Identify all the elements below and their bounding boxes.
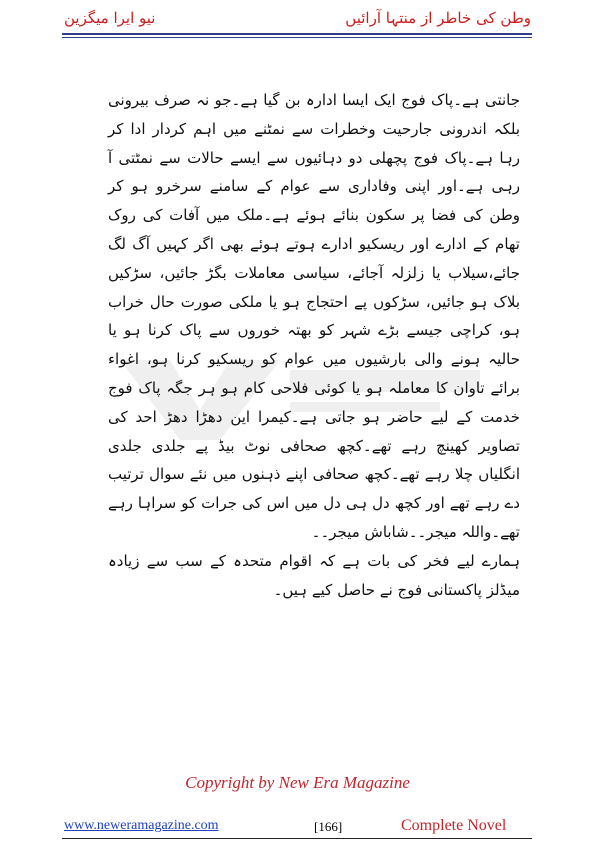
page-number: [166] <box>314 819 343 834</box>
header-divider <box>62 33 532 35</box>
magazine-title: نیو ایرا میگزین <box>64 9 156 27</box>
section-label: Complete Novel <box>401 817 507 834</box>
website-link[interactable]: www.neweramagazine.com <box>64 818 219 833</box>
chapter-title: وطن کی خاطر از منتہا آرائیں <box>345 9 531 27</box>
body-paragraph: ہمارے لیے فخر کی بات ہے کہ اقوام متحدہ کے سب سے زیادہ میڈلز پاکستانی فوج نے حاصل کیے ہیں۔ <box>108 551 520 599</box>
body-paragraph: جانتی ہے۔پاک فوج ایک ایسا ادارہ بن گیا ہے۔جو نہ صرف بیرونی بلکہ اندرونی جارحیت وخطرات سے نمٹنے میں اہم کردار ادا کر رہا ہے۔پاک فوج پچھلی دو دہائیوں سے ایسے حالات سے نمٹتی آ رہی ہے۔اور اپنی وفاداری سے عوام کے سامنے سرخرو ہو کر وطن کی فضا پر سکون بنائے ہوئے ہے۔ملک میں آفات کی روک تھام کے ادارے اور ریسکیو ادارے ہوتے ہوئے بھی اگر کہیں آگ لگ جائے،سیلاب یا زلزلہ آجائے، سیاسی معاملات بگڑ جائیں، سڑکیں بلاک ہو جائیں، سڑکوں پے احتجاج ہو یا ملکی صورت حال خراب ہو، کراچی جیسے بڑے شہر کو بھتہ خوروں سے پاک کرنا ہو یا حالیہ ہونے والی بارشیوں میں عوام کو ریسکیو کرنا ہو، اغواء برائے تاوان کا معاملہ ہو یا کوئی فلاحی کام ہو ہر جگہ پاک فوج خدمت کے لیے حاضر ہو جاتی ہے۔کیمرا این دھڑا دھڑ احد کی تصاویر کھینچ رہے تھے۔کچھ صحافی نوٹ بیڈ پے جلدی جلدی انگلیاں چلا رہے تھے۔کچھ صحافی اپنے ذہنوں میں نئے سوال ترتیب دے رہے تھے اور کچھ دل ہی دل میں اس کی جرات کو سراہا رہے تھے۔واللہ میجر۔۔شاباش میجر۔۔ <box>108 91 520 541</box>
footer-divider <box>62 838 532 839</box>
novel-body-text <box>108 86 520 604</box>
header-divider-thin <box>62 37 532 38</box>
copyright-notice: Copyright by New Era Magazine <box>185 773 410 792</box>
